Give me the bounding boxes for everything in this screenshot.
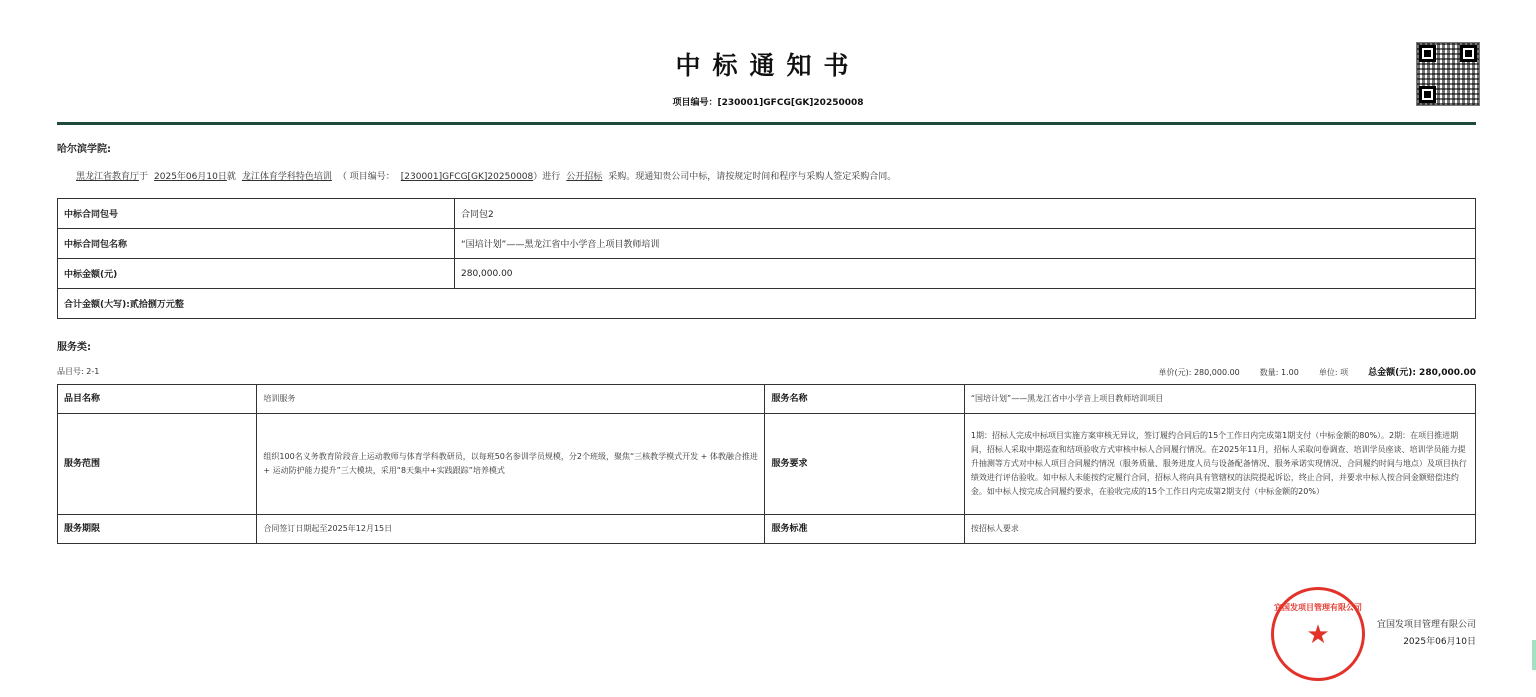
intro-agency: 黑龙江省教育厅 (76, 172, 140, 182)
package-name-value: “国培计划”——黑龙江省中小学音上项目教师培训 (455, 229, 1476, 259)
company-seal (1271, 587, 1365, 681)
intro-text-4: ）进行 (533, 172, 561, 182)
service-standard-value: 按招标人要求 (964, 515, 1475, 544)
intro-text-3: （ 项目编号： (337, 172, 395, 182)
header-divider (57, 122, 1476, 125)
item-number: 品目号: 2-1 (57, 367, 100, 376)
recipient: 哈尔滨学院: (57, 144, 111, 155)
service-name-value: “国培计划”——黑龙江省中小学音上项目教师培训项目 (964, 385, 1475, 414)
package-number-value: 合同包2 (455, 199, 1476, 229)
intro-text-2: 就 (226, 172, 236, 182)
edge-marker (1532, 640, 1536, 670)
total-amount-words: 合计金额(大写):贰拾捌万元整 (58, 289, 1476, 319)
service-requirements-label: 服务要求 (765, 414, 964, 515)
service-scope-value: 组织100名义务教育阶段音上运动教师与体育学科教研员，以每班50名参训学员规模，分2个班级，聚焦“三核教学模式开发 + 体教融合推进 + 运动防护能力提升”三大模块，采用“8天集中+实践跟踪”培养模式 (257, 414, 765, 515)
intro-text-5: 采购。现通知贵公司中标，请按规定时间和程序与采购人签定采购合同。 (608, 172, 897, 182)
package-number-label: 中标合同包号 (58, 199, 455, 229)
project-number-label: 项目编号： (672, 98, 718, 108)
item-name-value: 培训服务 (257, 385, 765, 414)
item-name-label: 品目名称 (58, 385, 257, 414)
package-name-label: 中标合同包名称 (58, 229, 455, 259)
service-scope-label: 服务范围 (58, 414, 257, 515)
project-number (0, 95, 1536, 108)
unit: 单位: 项 (1318, 368, 1349, 377)
qr-code-icon (1416, 42, 1480, 106)
award-table (57, 198, 1476, 319)
service-table (57, 384, 1476, 544)
intro-date: 2025年06月10日 (154, 172, 227, 182)
unit-price: 单价(元): 280,000.00 (1158, 368, 1240, 377)
signer-company: 宜国发项目管理有限公司 (1376, 620, 1476, 630)
table-row (58, 289, 1476, 319)
service-period-label: 服务期限 (58, 515, 257, 544)
award-amount-value: 280,000.00 (455, 259, 1476, 289)
intro-project-name: 龙江体育学科特色培训 (241, 172, 332, 182)
service-period-value: 合同签订日期起至2025年12月15日 (257, 515, 765, 544)
table-row (58, 229, 1476, 259)
service-requirements-value: 1期：招标人完成中标项目实施方案审核无异议，签订履约合同后的15个工作日内完成第1期支付（中标金额的80%）。2期：在项目推进期间，招标人采取中期巡查和结项验收方式审核中标人合同履行情况。在2025年11月，招标人采取问卷调查、培训学员座谈、培训学员能力提升抽测等方式对中标人项目合同履约情况（服务质量、服务进度人员与设备配备情况、服务承诺实现情况、合同履约时间与地点）及项目执行绩效进行评估验收。如中标人未能按约定履行合同，招标人将向具有管辖权的法院提起诉讼，终止合同，并要求中标人按合同金额赔偿违约金。如中标人按完成合同履约要求，在验收完成的15个工作日内完成第2期支付（中标金额的20%） (964, 414, 1475, 515)
intro-project-number: [230001]GFCG[GK]20250008 (400, 172, 534, 182)
table-row (58, 515, 1476, 544)
total-amount: 总金额(元): 280,000.00 (1368, 368, 1476, 378)
table-row (58, 199, 1476, 229)
service-section-title: 服务类: (57, 342, 91, 353)
service-name-label: 服务名称 (765, 385, 964, 414)
table-row (58, 414, 1476, 515)
service-summary (1138, 365, 1476, 378)
table-row (58, 259, 1476, 289)
seal-text: 宜国发项目管理有限公司 (1274, 603, 1362, 612)
award-amount-label: 中标金额(元) (58, 259, 455, 289)
intro-paragraph (76, 169, 896, 182)
project-number-value: [230001]GFCG[GK]20250008 (717, 98, 864, 108)
intro-method: 公开招标 (566, 172, 603, 182)
page-title: 中标通知书 (675, 51, 861, 80)
signature-block (1377, 617, 1476, 651)
intro-text-1: 于 (139, 172, 149, 182)
table-row (58, 385, 1476, 414)
signer-date: 2025年06月10日 (1403, 637, 1476, 647)
star-icon: ★ (1306, 620, 1330, 650)
service-standard-label: 服务标准 (765, 515, 964, 544)
quantity: 数量: 1.00 (1259, 368, 1299, 377)
